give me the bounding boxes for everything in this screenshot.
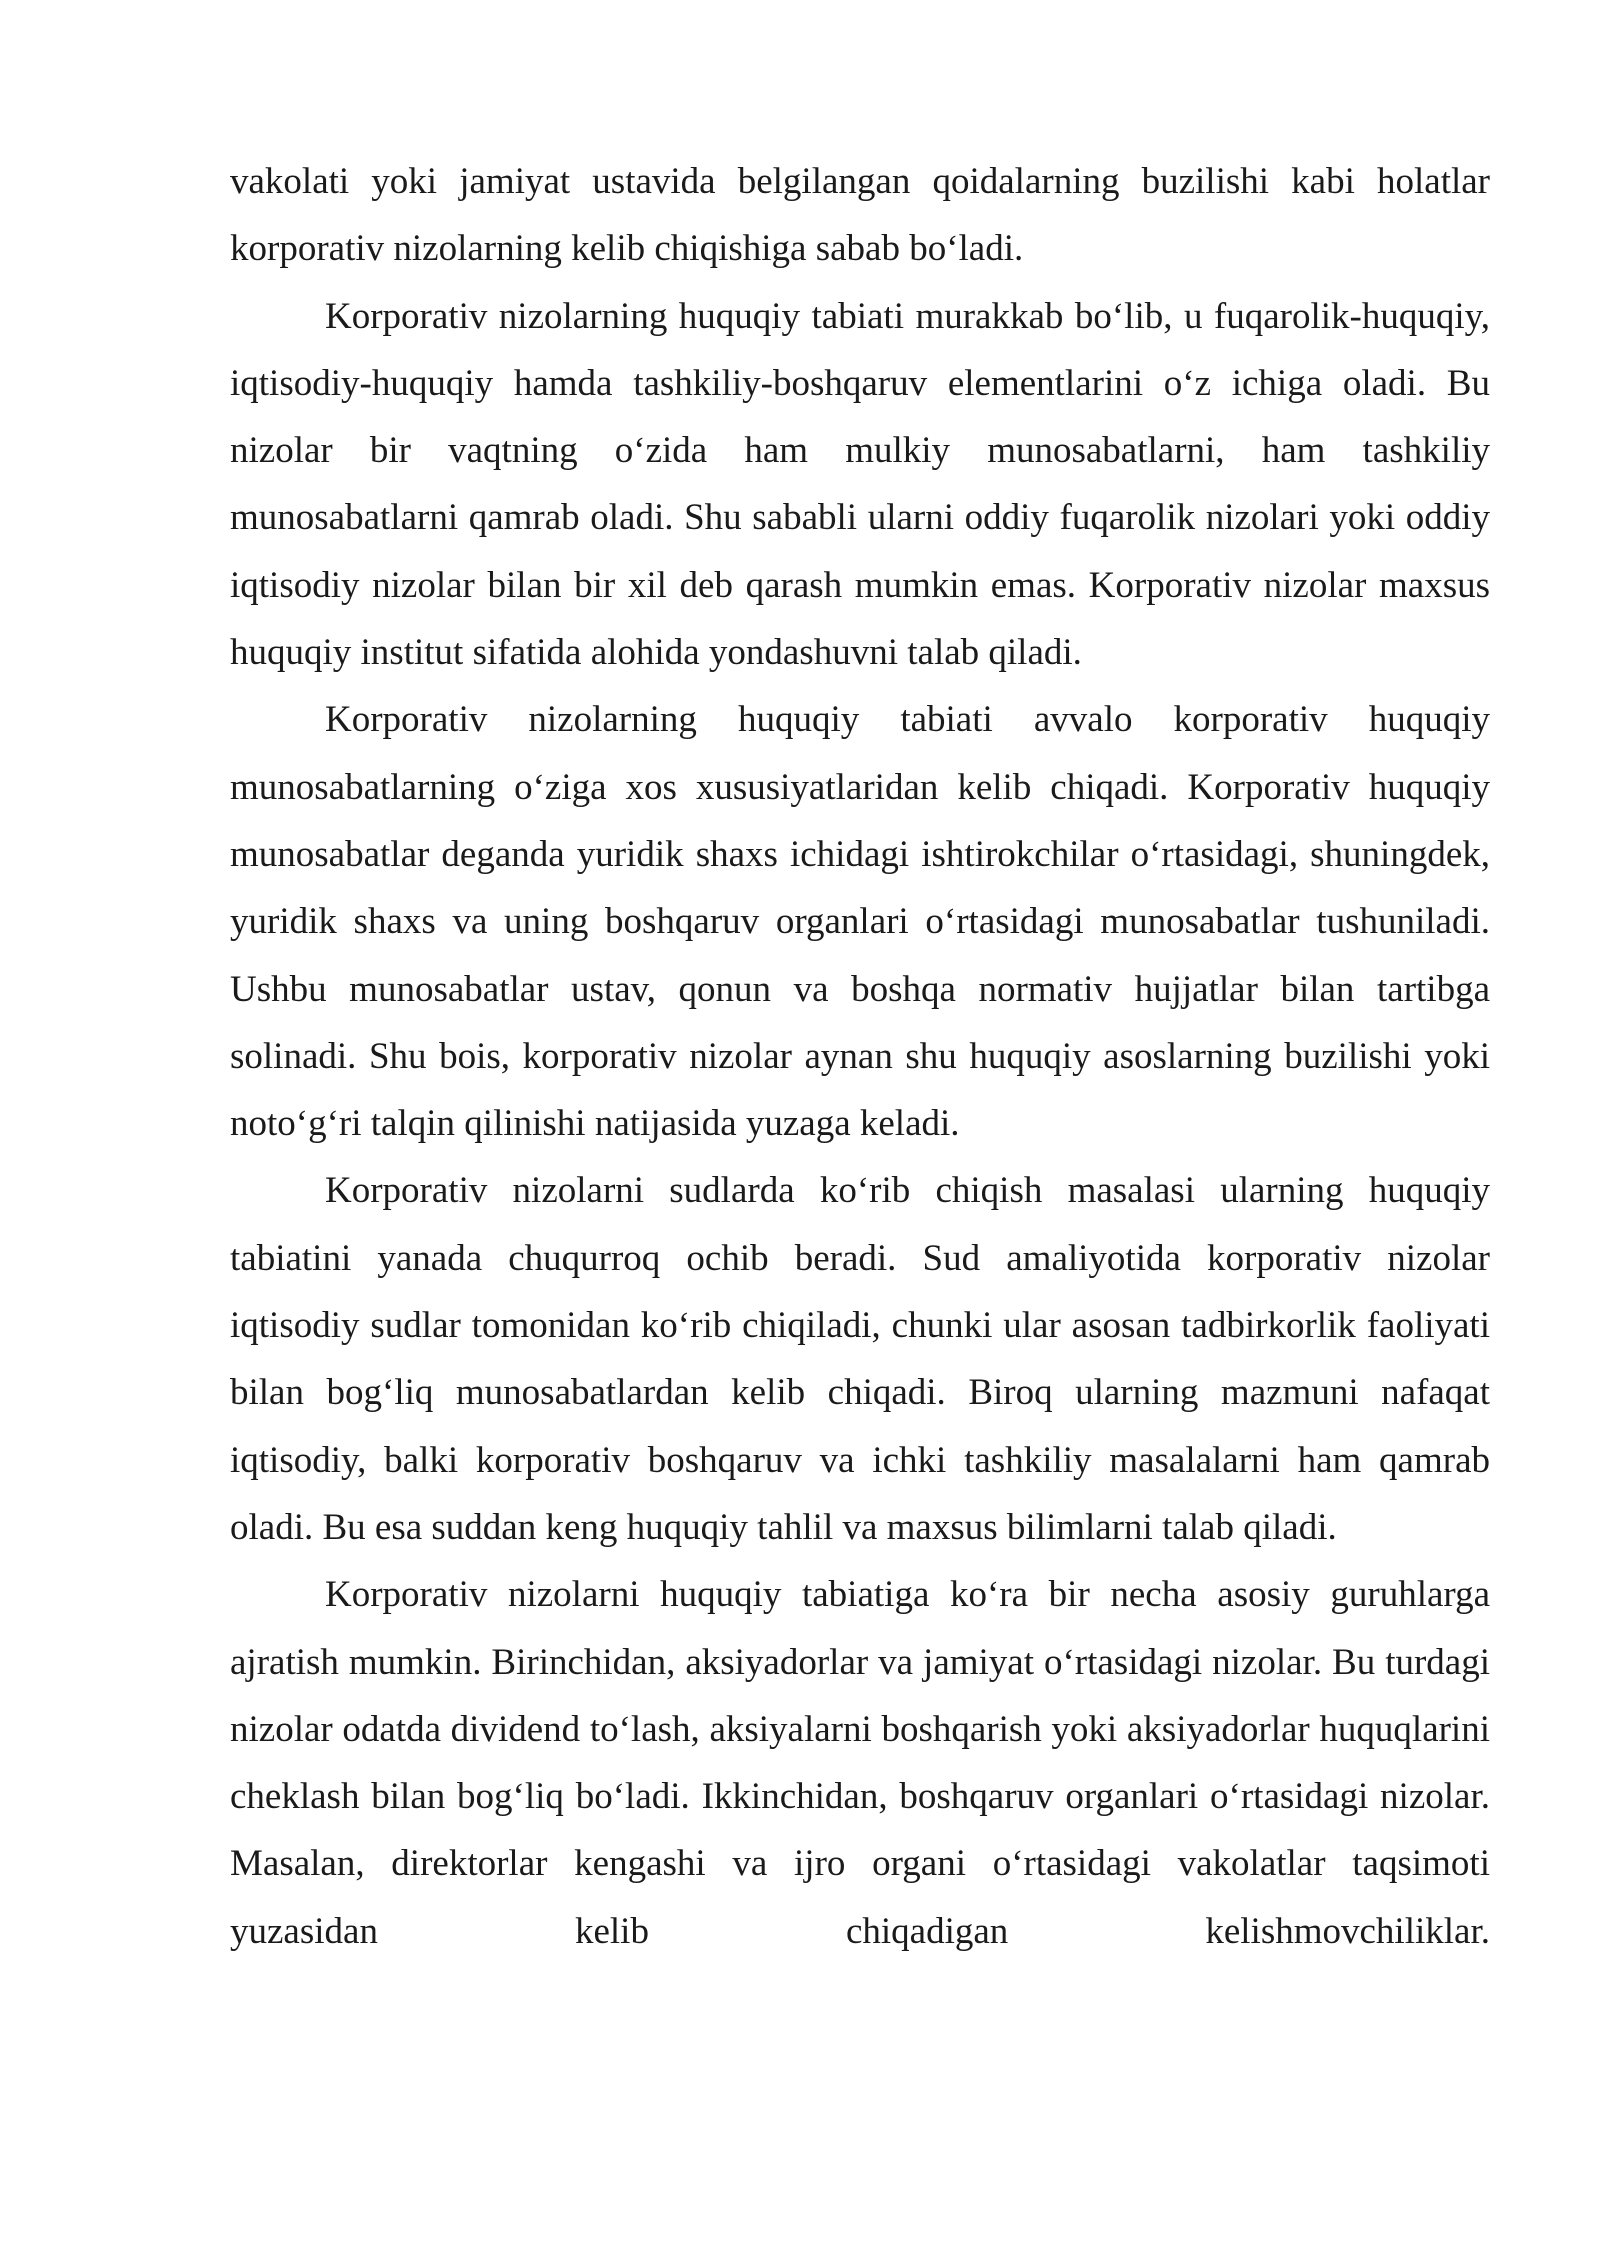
paragraph-5: Korporativ nizolarni huquqiy tabiatiga ko‘ra bir necha asosiy guruhlarga ajratish mumkin. Birinchidan, aksiyadorlar va jamiyat o‘rtasidagi nizolar. Bu turdagi nizolar odatda dividend to‘lash, aksiyalarni boshqarish yoki aksiyadorlar huquqlarini cheklash bilan bog‘liq bo‘ladi. Ikkinchidan, boshqaruv organlari o‘rtasidagi nizolar. Masalan, direktorlar kengashi va ijro organi o‘rtasidagi vakolatlar taqsimoti yuzasidan kelib chiqadigan kelishmovchiliklar. [230,1574,1490,1952]
document-body [230,148,1490,1965]
paragraph-2: Korporativ nizolarning huquqiy tabiati murakkab bo‘lib, u fuqarolik-huquqiy, iqtisodiy-huquqiy hamda tashkiliy-boshqaruv elementlarini o‘z ichiga oladi. Bu nizolar bir vaqtning o‘zida ham mulkiy munosabatlarni, ham tashkiliy munosabatlarni qamrab oladi. Shu sababli ularni oddiy fuqarolik nizolari yoki oddiy iqtisodiy nizolar bilan bir xil deb qarash mumkin emas. Korporativ nizolar maxsus huquqiy institut sifatida alohida yondashuvni talab qiladi. [230,295,1490,674]
paragraph-1: vakolati yoki jamiyat ustavida belgilangan qoidalarning buzilishi kabi holatlar korporativ nizolarning kelib chiqishiga sabab bo‘ladi. [230,161,1490,270]
paragraph-4: Korporativ nizolarni sudlarda ko‘rib chiqish masalasi ularning huquqiy tabiatini yanada chuqurroq ochib beradi. Sud amaliyotida korporativ nizolar iqtisodiy sudlar tomonidan ko‘rib chiqiladi, chunki ular asosan tadbirkorlik faoliyati bilan bog‘liq munosabatlardan kelib chiqadi. Biroq ularning mazmuni nafaqat iqtisodiy, balki korporativ boshqaruv va ichki tashkiliy masalalarni ham qamrab oladi. Bu esa suddan keng huquqiy tahlil va maxsus bilimlarni talab qiladi. [230,1170,1490,1548]
paragraph-3: Korporativ nizolarning huquqiy tabiati avvalo korporativ huquqiy munosabatlarning o‘ziga xos xususiyatlaridan kelib chiqadi. Korporativ huquqiy munosabatlar deganda yuridik shaxs ichidagi ishtirokchilar o‘rtasidagi, shuningdek, yuridik shaxs va uning boshqaruv organlari o‘rtasidagi munosabatlar tushuniladi. Ushbu munosabatlar ustav, qonun va boshqa normativ hujjatlar bilan tartibga solinadi. Shu bois, korporativ nizolar aynan shu huquqiy asoslarning buzilishi yoki noto‘g‘ri talqin qilinishi natijasida yuzaga keladi. [230,699,1490,1145]
